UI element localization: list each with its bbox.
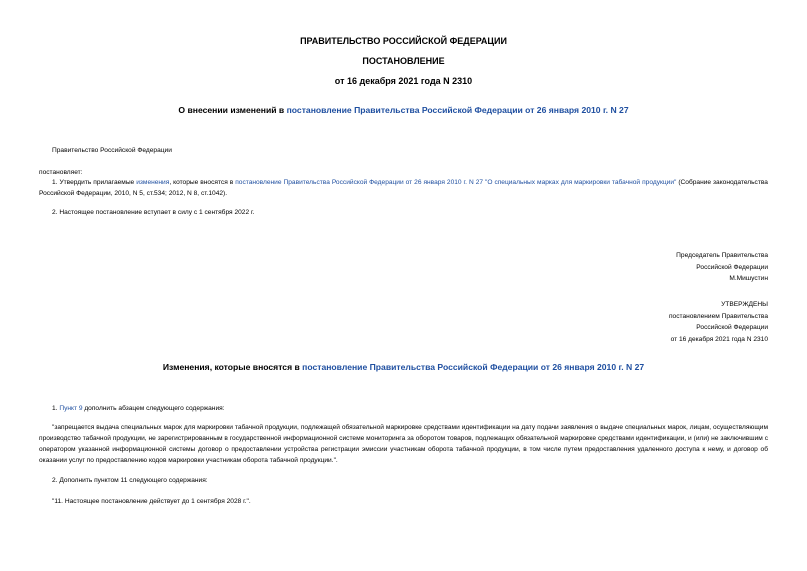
issuer: Правительство Российской Федерации [52,147,172,154]
changes-title [0,362,807,372]
document-title [0,105,807,115]
item-1-text-a: 1. Утвердить прилагаемые [52,179,137,186]
approved-line-2: постановлением Правительства [668,312,768,320]
approved-line-4: от 16 декабря 2021 года N 2310 [670,336,768,344]
header-doc-type: ПОСТАНОВЛЕНИЕ [362,56,445,66]
document-title-link[interactable]: постановление Правительства Российской Федерации от 26 января 2010 г. N 27 [286,105,629,115]
signature-line-3: М.Мишустин [729,275,768,283]
signature-line-2: Российской Федерации [696,263,768,271]
approved-line-1: УТВЕРЖДЕНЫ [721,301,768,308]
change-1-num: 1. [52,405,60,412]
change-1-rest: дополнить абзацем следующего содержания: [82,405,225,412]
change-2-quote: "11. Настоящее постановление действует до 1 сентября 2028 г.". [52,498,251,505]
approved-block [669,299,768,346]
changes-title-link[interactable]: постановление Правительства Российской Федерации от 26 января 2010 г. N 27 [302,362,645,372]
signature-block [676,250,768,285]
item-1-text-b: , которые вносятся в [169,179,236,186]
change-1-quote: "запрещается выдача специальных марок для маркировки табачной продукции, подлежащей обязательной маркировке средствами идентификации на дату подачи заявления о выдаче специальных марок, лицам, осуществляющим производство табачной продукции, не зарегистрированным в государственной информационной системе мониторинга за оборотом товаров, подлежащих обязательной маркировке средствами идентификации, и (или) не заключившим с оператором указанной информационной системы договор о предоставлении устройства регистрации эмиссии участникам оборота табачной продукции, в том числе путем предоставления удаленного доступа к нему, и договор об оказании услуг по предоставлению кодов маркировки участникам оборота табачной продукции.". [39,424,768,464]
header-government: ПРАВИТЕЛЬСТВО РОССИЙСКОЙ ФЕДЕРАЦИИ [300,36,507,46]
item-1-link-decree[interactable]: постановление Правительства Российской Федерации от 26 января 2010 г. N 27 "О специальных марках для маркировки табачной продукции" [235,179,677,186]
changes-title-prefix: Изменения, которые вносятся в [162,362,303,372]
document-title-prefix: О внесении изменений в [178,105,287,115]
change-2: 2. Дополнить пунктом 11 следующего содержания: [52,477,208,484]
header-date-number: от 16 декабря 2021 года N 2310 [334,76,473,86]
item-2: 2. Настоящее постановление вступает в силу с 1 сентября 2022 г. [52,209,255,216]
item-1-link-changes[interactable]: изменения [136,179,170,186]
signature-line-1: Председатель Правительства [676,252,768,259]
decrees-word: постановляет: [39,169,83,176]
item-1 [39,177,768,199]
approved-line-3: Российской Федерации [696,324,768,332]
item-1-text-c: (Собрание законодательства Российской Федерации, 2010, N 5, ст.534; 2012, N 8, ст.1042). [39,179,768,197]
change-1 [52,403,225,414]
change-1-link-item-9[interactable]: Пункт 9 [59,405,83,412]
